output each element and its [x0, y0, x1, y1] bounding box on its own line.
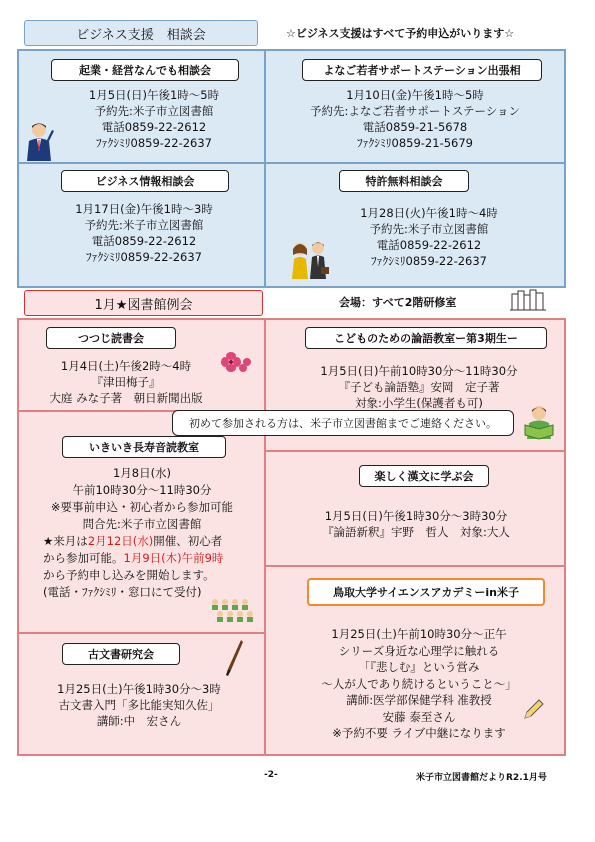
kids-analects-target: 対象:小学生(保護者も可) [355, 396, 483, 410]
tottori-note: ※予約不要 ライブ中継になります [332, 726, 506, 740]
business-panel-hdivider [19, 162, 564, 164]
tsutsuji-date: 1月4日(土)午後2時～4時 [60, 359, 192, 373]
consult-youth-reserve: 予約先:よなご若者サポートステーション [309, 104, 521, 118]
choir-children-icon [209, 596, 257, 624]
consult-youth-support-body [281, 87, 549, 151]
longevity-reading-heading: いきいき長寿音読教室 [62, 436, 226, 458]
tsutsuji-author: 大庭 みな子著 朝日新聞出版 [49, 391, 203, 405]
flower-icon [219, 348, 253, 378]
old-documents-lecturer: 講師:中 宏さん [96, 714, 182, 728]
events-venue-note: 会場：すべて2階研修室 [339, 296, 457, 309]
longevity-time: 午前10時30分～11時30分 [72, 483, 212, 497]
business-panel-vdivider [264, 51, 266, 286]
business-section-title-text: ビジネス支援 相談会 [76, 27, 206, 43]
longevity-prereg-note: ※要事前申込・初心者から参加可能 [50, 500, 234, 514]
kanbun-book-target: 『論語新釈』宇野 哲人 対象:大人 [322, 525, 510, 539]
events-right-divider-2 [265, 565, 564, 567]
tottori-date: 1月25日(土)午前10時30分～正午 [331, 627, 507, 641]
consult-youth-fax: ﾌｧｸｼﾐﾘ0859-21-5679 [357, 136, 473, 150]
consult-business-info-body [49, 201, 239, 265]
tottori-theme-1: 「『悲しむ』という営み [358, 660, 480, 674]
longevity-date: 1月8日(水) [112, 466, 172, 480]
events-left-divider-2 [19, 632, 265, 634]
kids-analects-body [299, 363, 539, 411]
longevity-reserve-note: から予約申し込みを開始します。 [43, 568, 215, 582]
consult-youth-support-heading: よなご若者サポートステーション出張相 [302, 59, 542, 81]
tottori-science-academy-heading: 鳥取大学サイエンスアカデミーin米子 [307, 578, 545, 606]
consult-startup-heading: 起業・経営なんでも相談会 [51, 59, 239, 81]
kanbun-date: 1月5日(日)午後1時30分～3時30分 [324, 509, 508, 523]
businessman-icon [23, 121, 55, 163]
old-documents-text: 古文書入門「多比能実知久佐」 [58, 698, 220, 712]
consult-patent-reserve: 予約先:米子市立図書館 [369, 222, 489, 236]
business-reservation-note: ☆ビジネス支援はすべて予約申込がいります☆ [286, 27, 515, 40]
tsutsuji-reading-body [31, 358, 221, 406]
reading-child-icon [519, 403, 559, 441]
events-panel [17, 318, 566, 756]
consult-bizinfo-date: 1月17日(金)午後1時～3時 [75, 202, 213, 216]
consult-startup-reserve: 予約先:米子市立図書館 [94, 104, 214, 118]
consult-business-info-heading: ビジネス情報相談会 [61, 170, 229, 192]
longevity-reading-body [27, 465, 257, 601]
tsutsuji-reading-heading: つつじ読書会 [46, 327, 176, 349]
issue-label: 米子市立図書館だよりR2.1月号 [416, 773, 547, 783]
consult-youth-date: 1月10日(金)午後1時～5時 [346, 88, 484, 102]
consult-patent-date: 1月28日(火)午後1時～4時 [360, 206, 498, 220]
consult-startup-phone: 電話0859-22-2612 [101, 120, 207, 134]
events-panel-vdivider [264, 320, 266, 754]
tottori-series: シリーズ身近な心理学に触れる [338, 643, 500, 658]
pencil-icon [521, 698, 545, 722]
kids-analects-date: 1月5日(日)午前10時30分～11時30分 [320, 364, 518, 378]
longevity-contact: 問合先:米子市立図書館 [82, 517, 202, 531]
longevity-accept-methods: (電話・ﾌｧｸｼﾐﾘ・窓口にて受付) [43, 585, 202, 599]
longevity-start-line: から参加可能。1月9日(木)午前9時 [43, 551, 224, 565]
business-section-title [24, 20, 258, 46]
kids-analects-heading: こどものための論語教室ー第3期生ー [305, 327, 547, 349]
consult-startup-date: 1月5日(日)午後1時～5時 [88, 88, 220, 102]
consult-bizinfo-fax: ﾌｧｸｼﾐﾘ0859-22-2637 [86, 250, 202, 264]
kanbun-study-body [285, 508, 547, 540]
consult-patent-heading: 特許無料相談会 [339, 170, 469, 192]
tottori-lecturer-name: 安藤 泰至さん [382, 709, 456, 724]
old-documents-body [29, 681, 249, 729]
longevity-next-date: 2月12日(水) [87, 534, 154, 548]
consult-patent-fax: ﾌｧｸｼﾐﾘ0859-22-2637 [371, 254, 487, 268]
consult-startup-fax: ﾌｧｸｼﾐﾘ0859-22-2637 [96, 136, 212, 150]
old-documents-date: 1月25日(土)午後1時30分～3時 [57, 682, 221, 696]
consult-startup-body [59, 87, 249, 151]
business-couple-icon [287, 239, 331, 281]
consult-patent-body [319, 205, 539, 269]
tottori-theme-2: ～人が人であり続けるということ～」 [321, 676, 517, 691]
consult-bizinfo-reserve: 予約先:米子市立図書館 [84, 218, 204, 232]
books-icon [510, 288, 546, 312]
events-right-divider-1 [265, 450, 564, 452]
tottori-lecturer-title: 講師:医学部保健学科 准教授 [346, 693, 492, 707]
tottori-science-academy-body [279, 626, 559, 742]
consult-patent-phone: 電話0859-22-2612 [376, 238, 482, 252]
old-documents-heading: 古文書研究会 [62, 643, 180, 665]
longevity-next-line: ★来月は2月12日(水)開催、初心者 [43, 534, 223, 548]
consult-youth-phone: 電話0859-21-5678 [362, 120, 468, 134]
longevity-reserve-start: 1月9日(木)午前9時 [123, 551, 224, 565]
business-panel [17, 49, 566, 288]
first-time-callout: 初めて参加される方は、米子市立図書館までご連絡ください。 [172, 410, 514, 436]
brush-pen-icon [225, 638, 245, 678]
kids-analects-book: 『子ども論語塾』安岡 定子著 [338, 380, 500, 394]
page-number: -2- [264, 770, 278, 780]
events-section-title-text: 1月★図書館例会 [94, 297, 193, 313]
kanbun-study-heading: 楽しく漢文に学ぶ会 [359, 465, 489, 487]
consult-bizinfo-phone: 電話0859-22-2612 [91, 234, 197, 248]
tsutsuji-book: 『津田梅子』 [91, 375, 161, 389]
events-section-title [24, 290, 263, 316]
